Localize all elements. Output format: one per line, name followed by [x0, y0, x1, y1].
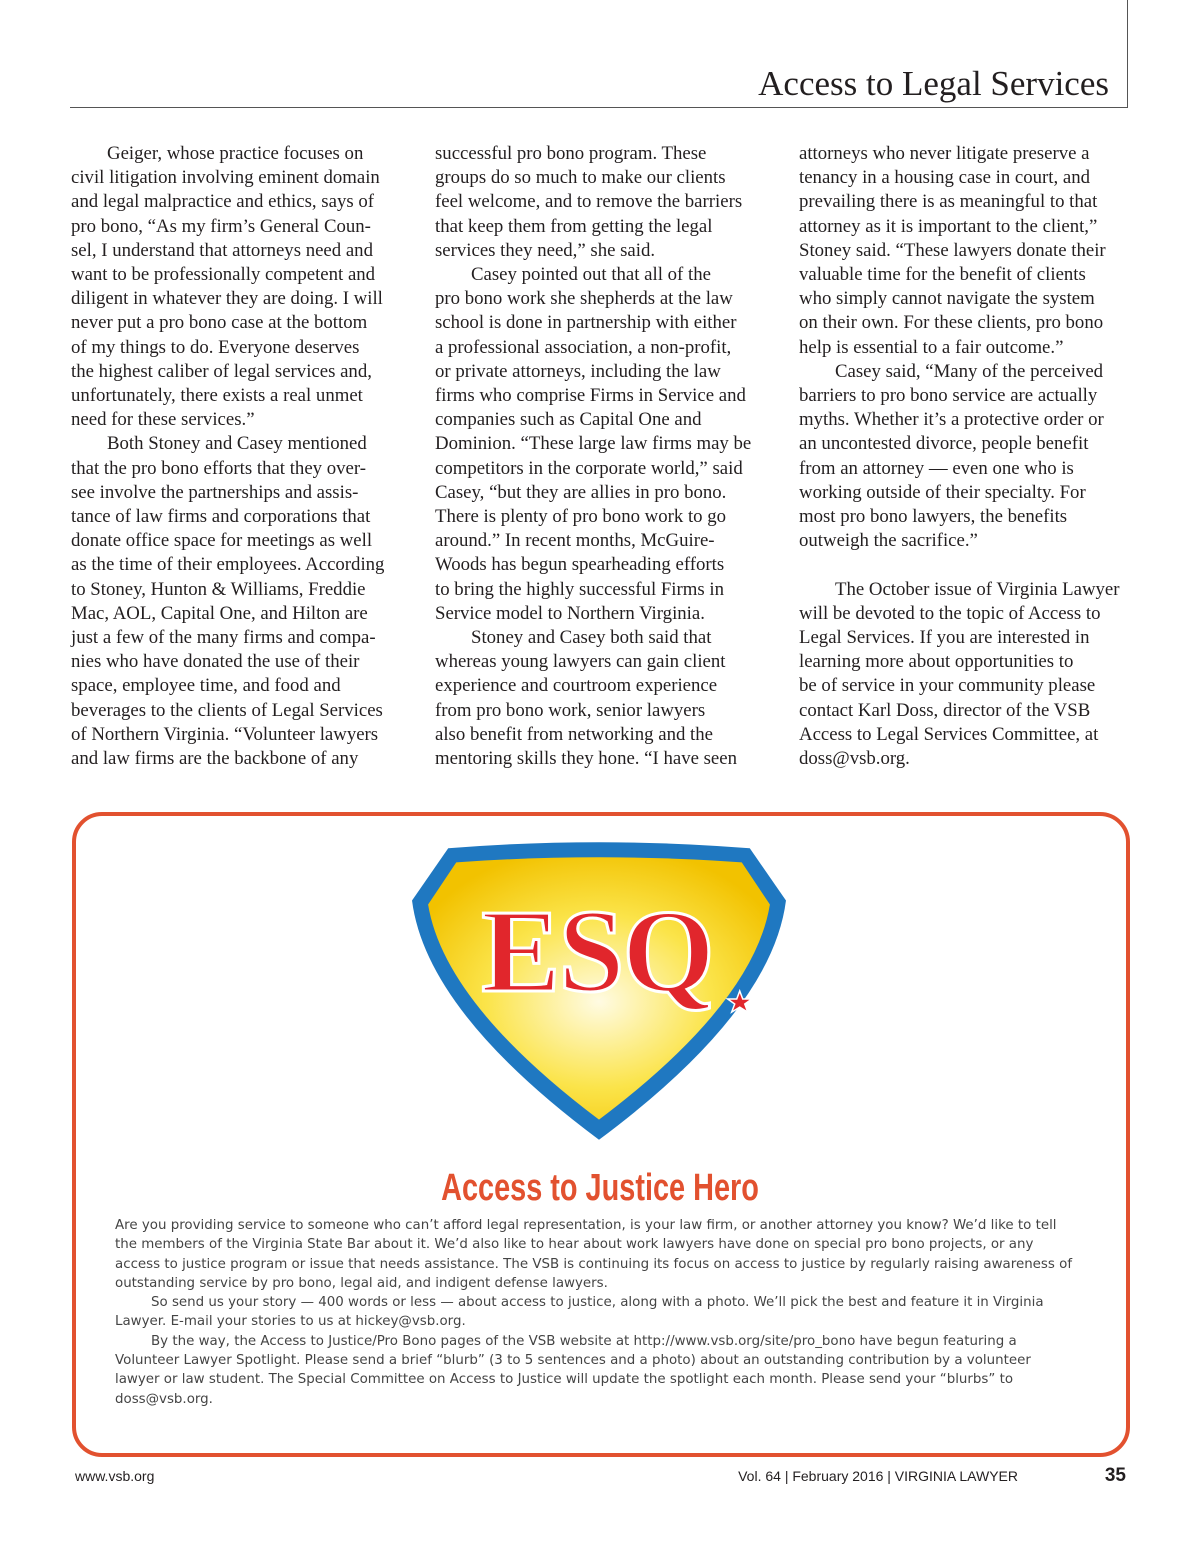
- text-line: Both Stoney and Casey mentioned: [107, 433, 367, 455]
- text-line: Mac, AOL, Capital One, and Hilton are: [71, 602, 368, 624]
- text-line: see involve the partnerships and assis-: [71, 481, 359, 503]
- text-line: space, employee time, and food and: [71, 675, 341, 697]
- text-line: services they need,” she said.: [435, 239, 656, 261]
- text-line: doss@vsb.org.: [115, 1391, 213, 1407]
- text-line: feel welcome, and to remove the barriers: [435, 191, 743, 213]
- text-line: need for these services.”: [71, 409, 255, 431]
- text-line: groups do so much to make our clients: [435, 167, 726, 189]
- text-line: from an attorney — even one who is: [799, 457, 1074, 479]
- text-line: and law firms are the backbone of any: [71, 748, 359, 770]
- text-line: experience and courtroom experience: [435, 675, 718, 697]
- text-line: civil litigation involving eminent domain: [71, 167, 380, 189]
- text-line: access to justice program or issue that needs assistance. The VSB is continuing its focus on access to justice by regularly raising awareness of: [115, 1256, 1073, 1272]
- text-line: the highest caliber of legal services and,: [71, 360, 372, 382]
- text-line: tenancy in a housing case in court, and: [799, 167, 1091, 189]
- text-line: want to be professionally competent and: [71, 264, 376, 286]
- footer-issue-info: Vol. 64 | February 2016 | VIRGINIA LAWYER: [738, 1468, 1018, 1484]
- text-line: pro bono work she shepherds at the law: [435, 288, 733, 310]
- text-line: just a few of the many firms and compa-: [71, 627, 376, 649]
- text-line: By the way, the Access to Justice/Pro Bono pages of the VSB website at http://www.vsb.org/site/pro_bono have begun featuring a: [151, 1333, 1017, 1349]
- text-line: Are you providing service to someone who can’t afford legal representation, is your law firm, or another attorney you know? We’d like to tell: [115, 1218, 1057, 1233]
- text-line: never put a pro bono case at the bottom: [71, 312, 368, 334]
- text-line: around.” In recent months, McGuire-: [435, 530, 715, 552]
- text-line: to bring the highly successful Firms in: [435, 578, 725, 600]
- text-line: The October issue of Virginia Lawyer: [835, 578, 1120, 600]
- text-line: most pro bono lawyers, the benefits: [799, 506, 1068, 528]
- text-line: Access to Legal Services Committee, at: [799, 723, 1099, 745]
- esq-logo-letters: ESQ: [481, 885, 713, 1017]
- text-line: Lawyer. E-mail your stories to us at hickey@vsb.org.: [115, 1314, 466, 1330]
- text-line: donate office space for meetings as well: [71, 530, 373, 552]
- text-line: of Northern Virginia. “Volunteer lawyers: [71, 723, 379, 745]
- text-line: will be devoted to the topic of Access to: [799, 602, 1101, 624]
- text-line: successful pro bono program. These: [435, 143, 707, 164]
- esq-shield-logo: [408, 838, 790, 1144]
- header-vertical-rule: [1127, 0, 1128, 108]
- text-line: beverages to the clients of Legal Services: [71, 699, 383, 721]
- text-line: that keep them from getting the legal: [435, 215, 713, 237]
- text-line: Dominion. “These large law firms may be: [435, 433, 752, 455]
- text-line: as the time of their employees. According: [71, 554, 385, 576]
- header-horizontal-rule: [70, 107, 1128, 108]
- text-line: an uncontested divorce, people benefit: [799, 433, 1089, 455]
- text-line: Legal Services. If you are interested in: [799, 627, 1090, 649]
- text-line: Stoney said. “These lawyers donate their: [799, 239, 1106, 261]
- text-line: Woods has begun spearheading efforts: [435, 554, 725, 576]
- text-line: competitors in the corporate world,” said: [435, 457, 743, 479]
- text-line: Casey pointed out that all of the: [471, 264, 711, 286]
- hero-box-text: [115, 1216, 1095, 1409]
- text-line: attorney as it is important to the client,”: [799, 215, 1098, 237]
- text-line: myths. Whether it’s a protective order or: [799, 409, 1104, 431]
- text-line: help is essential to a fair outcome.”: [799, 336, 1064, 358]
- text-line: unfortunately, there exists a real unmet: [71, 385, 363, 407]
- text-line: doss@vsb.org.: [799, 748, 910, 770]
- text-line: be of service in your community please: [799, 675, 1096, 697]
- text-line: There is plenty of pro bono work to go: [435, 506, 727, 528]
- text-line: the members of the Virginia State Bar about it. We’d also like to hear about work lawyers have done on special pro bono projects, or any: [115, 1237, 1034, 1253]
- text-line: on their own. For these clients, pro bono: [799, 312, 1104, 334]
- text-line: school is done in partnership with either: [435, 312, 737, 334]
- article-column-2: [435, 142, 765, 771]
- text-line: outstanding service by pro bono, legal aid, and indigent defense lawyers.: [115, 1275, 608, 1291]
- text-line: Geiger, whose practice focuses on: [107, 143, 364, 164]
- text-line: diligent in whatever they are doing. I will: [71, 288, 383, 310]
- text-line: Volunteer Lawyer Spotlight. Please send a brief “blurb” (3 to 5 sentences and a photo) about an outstanding contribution by a volunteer: [115, 1353, 1031, 1369]
- text-line: working outside of their specialty. For: [799, 481, 1086, 503]
- text-line: Casey said, “Many of the perceived: [835, 360, 1104, 382]
- text-line: barriers to pro bono service are actually: [799, 385, 1098, 407]
- text-line: nies who have donated the use of their: [71, 651, 360, 673]
- text-line: firms who comprise Firms in Service and: [435, 385, 746, 407]
- text-line: also benefit from networking and the: [435, 723, 713, 745]
- page-number: 35: [1104, 1465, 1126, 1486]
- text-line: [799, 553, 1129, 577]
- text-line: attorneys who never litigate preserve a: [799, 143, 1090, 164]
- text-line: from pro bono work, senior lawyers: [435, 699, 706, 721]
- text-line: Stoney and Casey both said that: [471, 627, 712, 649]
- article-column-3: [799, 142, 1129, 771]
- text-line: tance of law firms and corporations that: [71, 506, 371, 528]
- text-line: companies such as Capital One and: [435, 409, 702, 431]
- text-line: sel, I understand that attorneys need and: [71, 239, 373, 261]
- text-line: and legal malpractice and ethics, says of: [71, 191, 374, 213]
- text-line: that the pro bono efforts that they over-: [71, 457, 366, 479]
- text-line: to Stoney, Hunton & Williams, Freddie: [71, 578, 366, 600]
- article-column-1: [71, 142, 401, 771]
- hero-title: Access to Justice Hero: [441, 1167, 759, 1209]
- section-title: Access to Legal Services: [758, 64, 1109, 103]
- text-line: a professional association, a non-profit,: [435, 336, 732, 358]
- text-line: learning more about opportunities to: [799, 651, 1074, 673]
- text-line: contact Karl Doss, director of the VSB: [799, 699, 1091, 721]
- text-line: valuable time for the benefit of clients: [799, 264, 1086, 286]
- text-line: Service model to Northern Virginia.: [435, 602, 705, 624]
- text-line: outweigh the sacrifice.”: [799, 530, 978, 552]
- text-line: whereas young lawyers can gain client: [435, 651, 726, 673]
- text-line: of my things to do. Everyone deserves: [71, 336, 360, 358]
- text-line: or private attorneys, including the law: [435, 360, 721, 382]
- text-line: lawyer or law student. The Special Committee on Access to Justice will update the spotlight each month. Please send your “blurbs” to: [115, 1372, 1014, 1388]
- text-line: pro bono, “As my firm’s General Coun-: [71, 215, 371, 237]
- text-line: who simply cannot navigate the system: [799, 288, 1095, 310]
- text-line: prevailing there is as meaningful to that: [799, 191, 1098, 213]
- text-line: mentoring skills they hone. “I have seen: [435, 748, 737, 770]
- text-line: So send us your story — 400 words or less — about access to justice, along with a photo. We’ll pick the best and feature it in Virginia: [151, 1295, 1044, 1311]
- footer-website: www.vsb.org: [75, 1468, 155, 1484]
- text-line: Casey, “but they are allies in pro bono.: [435, 481, 727, 503]
